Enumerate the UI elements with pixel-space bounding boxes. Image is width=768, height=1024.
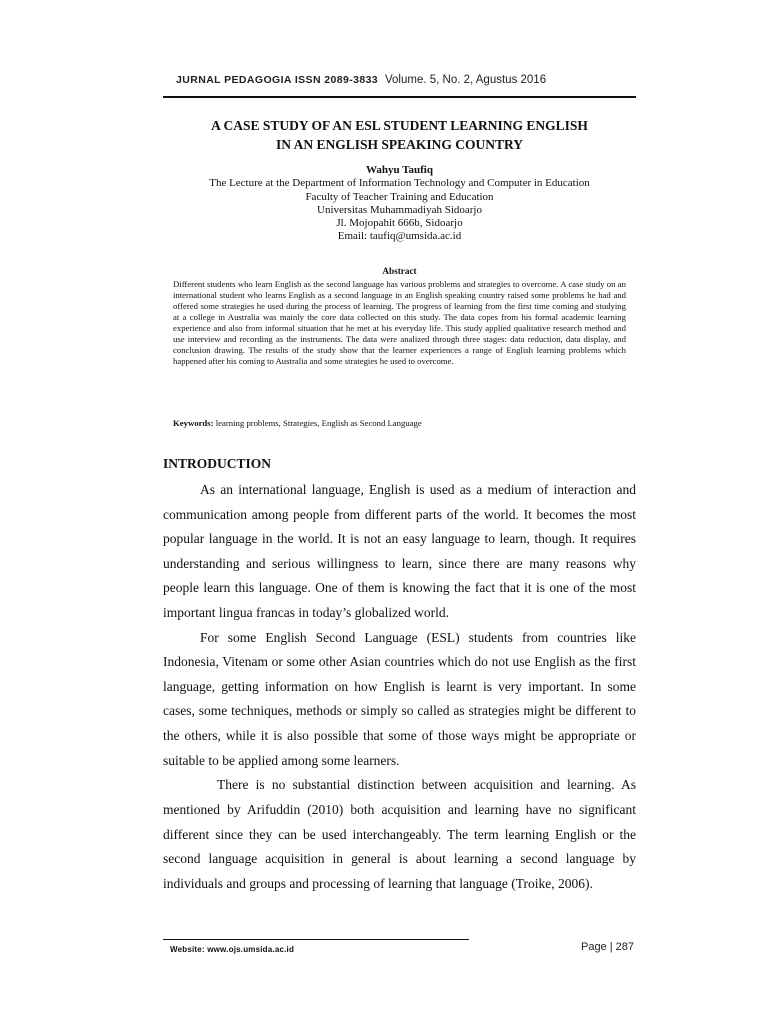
paragraph: There is no substantial distinction between acquisition and learning. As mentioned by Arifuddin (2010) both acquisition and learning have no significant different since they can be used interchangeably. The term learning English or the second language acquisition in general is about learning a second language by individuals and groups and processing of learning that language (Troike, 2006). [163,777,636,891]
introduction-body [163,478,636,896]
journal-volume: Volume. 5, No. 2, Agustus 2016 [384,74,547,86]
header-rule [163,96,636,98]
affiliation-line: Universitas Muhammadiyah Sidoarjo [317,203,482,216]
title-line-2: IN AN ENGLISH SPEAKING COUNTRY [275,137,524,152]
keywords-label: Keywords: [173,418,214,428]
section-heading-introduction: INTRODUCTION [163,456,272,471]
keywords-text: learning problems, Strategies, English as Second Language [215,418,422,428]
abstract-heading: Abstract [382,266,417,276]
affiliation-line: The Lecture at the Department of Information Technology and Computer in Education [209,177,590,190]
author-block [163,164,636,244]
author-name: Wahyu Taufiq [366,164,433,176]
journal-name: JURNAL PEDAGOGIA ISSN 2089-3833 [176,74,379,86]
footer-rule [163,939,469,940]
affiliation-line: Jl. Mojopahit 666b, Sidoarjo [336,217,463,230]
page-number: Page | 287 [580,941,634,953]
abstract-text: Different students who learn English as the second language has various problems and strategies to overcome. A case study on an international student who learns English as a second language in an English speaking country raised some problems he had and offered some strategies he used during the process of learning. The progress of learning from the first time coming and studying at a college in Australia was mainly the core data collected on this study. The data copes from his formal academic learning experience and also from informal situation that he met at his everyday life. This study applied qualitative research method and use interview and recording as the instruments. The data were analized through three stages: data reduction, data display, and conclusion drawing. The results of the study show that the learner experiences a range of English learning problems which happened after his coming to Australia and some strategies he used to overcome. [173,279,626,366]
paragraph: For some English Second Language (ESL) students from countries like Indonesia, Vitenam or some other Asian countries which do not use English as the first language, getting information on how English is learnt is very important. In some cases, some techniques, methods or simply so called as strategies might be different to the others, while it is also possible that some of those ways might be appropriate or suitable to be applied among some learners. [163,629,636,768]
running-header [176,74,636,86]
paragraph: As an international language, English is used as a medium of interaction and communication among people from different parts of the world. It becomes the most popular language in the world. It is not an easy language to learn, though. It requires understanding and serious willingness to learn, since there are many reasons why people learn this language. One of them is knowing the fact that it is one of the most important lingua francas in today’s globalized world. [163,482,636,620]
paper-title [163,116,636,154]
keywords [173,418,626,428]
affiliation-line: Faculty of Teacher Training and Education [305,190,494,203]
title-line-1: A CASE STUDY OF AN ESL STUDENT LEARNING ENGLISH [211,118,588,133]
author-email: Email: taufiq@umsida.ac.id [337,230,462,243]
footer-website: Website: www.ojs.umsida.ac.id [170,945,295,954]
